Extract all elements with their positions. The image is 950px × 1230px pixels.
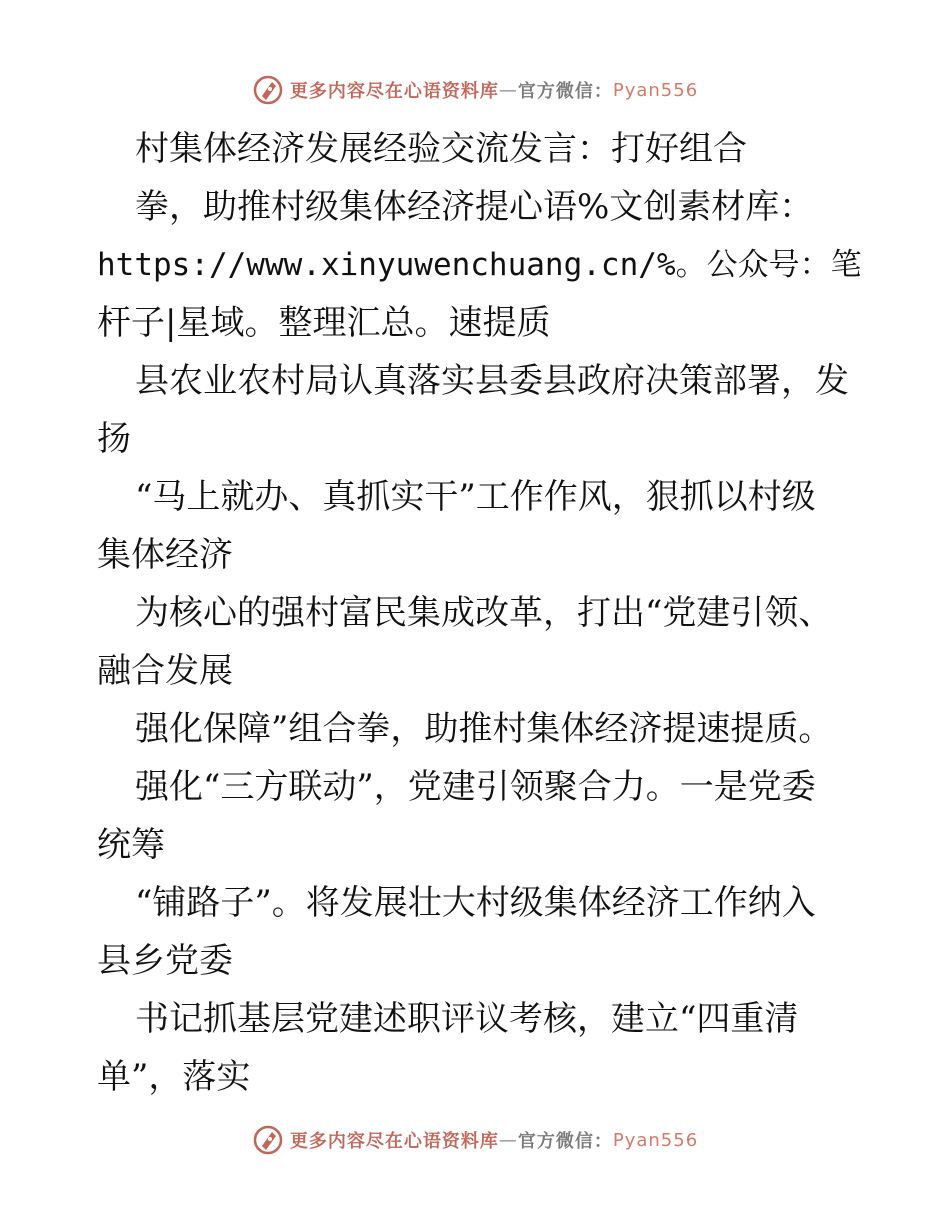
document-body bbox=[97, 120, 862, 1106]
doc-line: 拳，助推村级集体经济提心语%文创素材库： bbox=[135, 187, 814, 227]
watermark-separator: — bbox=[498, 1129, 518, 1151]
watermark-header bbox=[0, 70, 950, 110]
watermark-main-text: 更多内容尽在心语资料库 bbox=[289, 81, 499, 102]
doc-line: 融合发展 bbox=[97, 651, 233, 691]
doc-line: 县乡党委 bbox=[97, 941, 233, 981]
pen-nib-circle-icon bbox=[252, 74, 284, 106]
watermark-wechat-id: Pyan556 bbox=[612, 79, 699, 101]
watermark-wechat-id: Pyan556 bbox=[612, 1129, 699, 1151]
watermark-wechat-label: 官方微信： bbox=[517, 1131, 613, 1152]
doc-line: 县农业农村局认真落实县委县政府决策部署，发 bbox=[135, 361, 849, 401]
watermark-separator: — bbox=[498, 79, 518, 101]
pen-nib-circle-icon bbox=[252, 1124, 284, 1156]
doc-line: 扬 bbox=[97, 419, 131, 459]
doc-line: “铺路子”。将发展壮大村级集体经济工作纳入 bbox=[135, 883, 816, 923]
doc-line: 强化保障”组合拳，助推村集体经济提速提质。 bbox=[135, 709, 833, 749]
doc-line: 书记抓基层党建述职评议考核，建立“四重清 bbox=[135, 999, 799, 1039]
doc-line: 村集体经济发展经验交流发言：打好组合 bbox=[135, 129, 747, 169]
doc-line: 杆子|星域。整理汇总。速提质 bbox=[97, 303, 551, 343]
doc-line: 强化“三方联动”，党建引领聚合力。一是党委 bbox=[135, 767, 816, 807]
doc-line-url: https://www.xinyuwenchuang.cn/%。公众号：笔 bbox=[97, 247, 862, 283]
watermark-footer bbox=[0, 1120, 950, 1160]
doc-line: 单”，落实 bbox=[97, 1057, 251, 1097]
watermark-main-text: 更多内容尽在心语资料库 bbox=[289, 1131, 499, 1152]
doc-line: 为核心的强村富民集成改革，打出“党建引领、 bbox=[135, 593, 833, 633]
watermark-wechat-label: 官方微信： bbox=[517, 81, 613, 102]
doc-line: “马上就办、真抓实干”工作作风，狠抓以村级 bbox=[135, 477, 816, 517]
doc-line: 统筹 bbox=[97, 825, 165, 865]
doc-line: 集体经济 bbox=[97, 535, 233, 575]
